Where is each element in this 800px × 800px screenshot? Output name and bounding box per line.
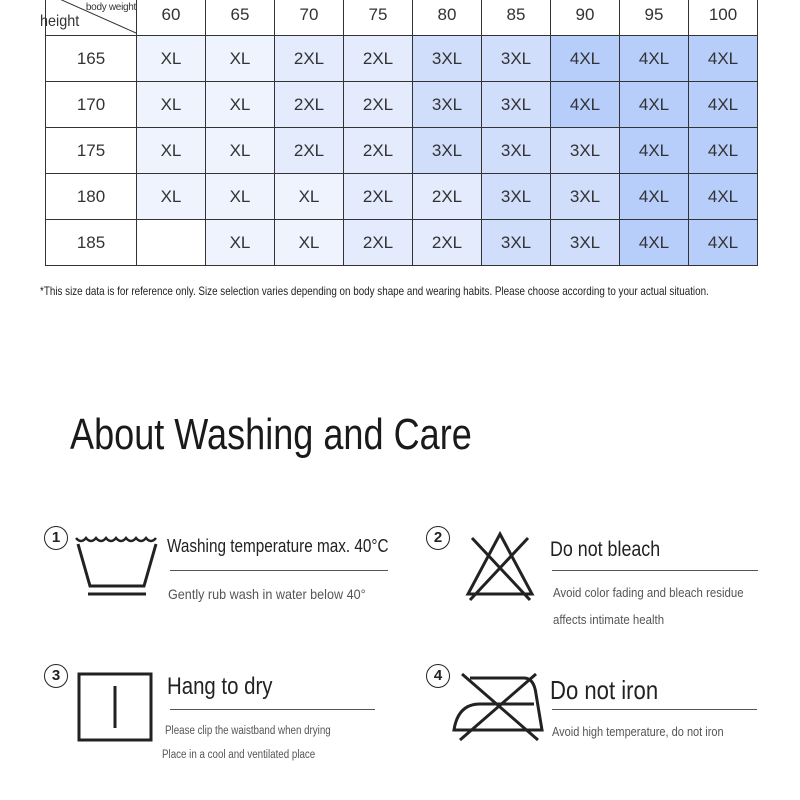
- height-label: height: [40, 13, 80, 30]
- size-cell: 2XL: [344, 36, 413, 82]
- size-cell: 2XL: [344, 82, 413, 128]
- size-cell: 2XL: [275, 82, 344, 128]
- size-cell: XL: [206, 174, 275, 220]
- care-desc-4a: Avoid high temperature, do not iron: [552, 725, 724, 739]
- divider-1: [170, 570, 388, 571]
- size-row: [46, 128, 758, 174]
- size-cell: 4XL: [689, 220, 758, 266]
- size-cell: 4XL: [551, 36, 620, 82]
- step-number-1: 1: [44, 526, 68, 550]
- wash-tub-icon: [72, 530, 172, 602]
- divider-2: [552, 570, 758, 571]
- hang-dry-icon: [76, 670, 156, 746]
- size-cell: 3XL: [413, 128, 482, 174]
- size-cell: 2XL: [413, 174, 482, 220]
- care-desc-1a: Gently rub wash in water below 40°: [168, 586, 366, 602]
- care-desc-2a: Avoid color fading and bleach residue: [553, 585, 744, 600]
- size-cell: XL: [275, 220, 344, 266]
- size-cell: 4XL: [689, 128, 758, 174]
- size-cell: 2XL: [344, 220, 413, 266]
- size-cell: 3XL: [482, 36, 551, 82]
- size-cell: 3XL: [551, 220, 620, 266]
- size-disclaimer-note: *This size data is for reference only. Size selection varies depending on body shape and wearing habits. Please choose according to your actual situation.: [40, 284, 709, 298]
- size-cell: 4XL: [620, 174, 689, 220]
- care-title-2: Do not bleach: [550, 538, 661, 561]
- height-cell: 185: [46, 220, 137, 266]
- size-cell: 2XL: [275, 128, 344, 174]
- care-section-title: About Washing and Care: [70, 410, 472, 459]
- weight-header-cell: 70: [275, 0, 344, 36]
- size-row: [46, 174, 758, 220]
- step-number-2: 2: [426, 526, 450, 550]
- size-cell: XL: [137, 36, 206, 82]
- weight-header-cell: 100: [689, 0, 758, 36]
- height-cell: 170: [46, 82, 137, 128]
- care-title-3: Hang to dry: [167, 673, 273, 700]
- care-desc-3b: Place in a cool and ventilated place: [162, 749, 316, 761]
- weight-header-cell: 65: [206, 0, 275, 36]
- weight-header-row: [46, 0, 758, 36]
- weight-header-cell: 85: [482, 0, 551, 36]
- height-cell: 180: [46, 174, 137, 220]
- size-chart-table: [40, 0, 758, 266]
- size-cell: 3XL: [482, 174, 551, 220]
- size-cell: XL: [206, 128, 275, 174]
- size-cell: XL: [137, 174, 206, 220]
- step-number-4: 4: [426, 664, 450, 688]
- care-desc-3a: Please clip the waistband when drying: [165, 725, 331, 737]
- size-cell: 3XL: [551, 174, 620, 220]
- size-cell: 4XL: [620, 36, 689, 82]
- size-cell: 4XL: [620, 128, 689, 174]
- size-cell: 4XL: [551, 82, 620, 128]
- weight-header-cell: 90: [551, 0, 620, 36]
- divider-4: [552, 709, 757, 710]
- care-title-4: Do not iron: [550, 675, 659, 705]
- size-cell: XL: [206, 82, 275, 128]
- size-row: [46, 36, 758, 82]
- size-cell: 3XL: [482, 82, 551, 128]
- size-cell: 4XL: [689, 36, 758, 82]
- size-cell: XL: [137, 82, 206, 128]
- size-cell: XL: [206, 220, 275, 266]
- do-not-bleach-icon: [462, 528, 538, 604]
- height-cell: 175: [46, 128, 137, 174]
- size-cell: 3XL: [413, 36, 482, 82]
- size-cell: 4XL: [689, 82, 758, 128]
- height-cell: 165: [46, 36, 137, 82]
- size-cell: 2XL: [413, 220, 482, 266]
- care-title-1: Washing temperature max. 40°C: [167, 536, 389, 556]
- size-cell: [137, 220, 206, 266]
- weight-header-cell: 95: [620, 0, 689, 36]
- corner-cell: [40, 0, 137, 36]
- size-cell: 2XL: [344, 128, 413, 174]
- size-cell: XL: [206, 36, 275, 82]
- size-row: [46, 220, 758, 266]
- size-cell: 4XL: [689, 174, 758, 220]
- step-number-3: 3: [44, 664, 68, 688]
- size-cell: 4XL: [620, 220, 689, 266]
- size-cell: 3XL: [482, 220, 551, 266]
- weight-header-cell: 80: [413, 0, 482, 36]
- size-cell: 3XL: [551, 128, 620, 174]
- weight-header-cell: 60: [137, 0, 206, 36]
- do-not-iron-icon: [450, 670, 546, 742]
- size-cell: 4XL: [620, 82, 689, 128]
- size-cell: 3XL: [482, 128, 551, 174]
- care-desc-2b: affects intimate health: [553, 612, 665, 627]
- size-cell: 2XL: [275, 36, 344, 82]
- size-cell: XL: [137, 128, 206, 174]
- size-cell: 2XL: [344, 174, 413, 220]
- divider-3: [170, 709, 375, 710]
- size-cell: XL: [275, 174, 344, 220]
- size-row: [46, 82, 758, 128]
- weight-header-cell: 75: [344, 0, 413, 36]
- body-weight-label: body weight: [85, 2, 136, 13]
- size-cell: 3XL: [413, 82, 482, 128]
